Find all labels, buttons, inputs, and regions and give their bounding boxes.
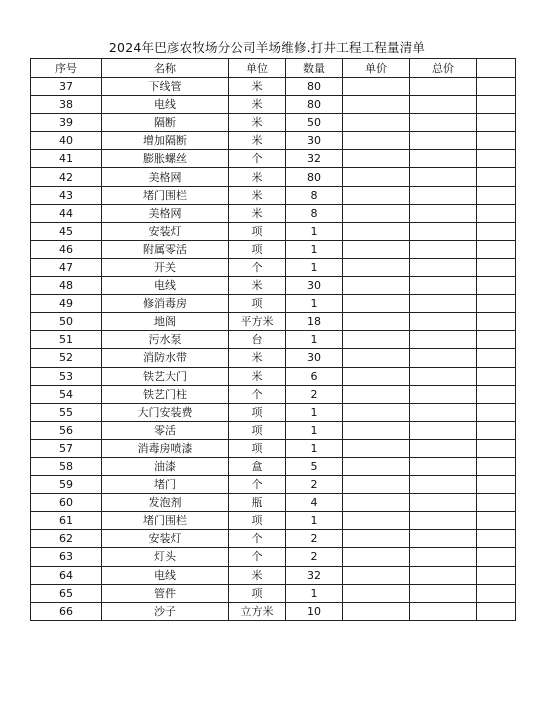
cell-no: 40 bbox=[31, 132, 102, 150]
table-row bbox=[31, 530, 516, 548]
table-row bbox=[31, 258, 516, 276]
table-row bbox=[31, 150, 516, 168]
cell-qty: 2 bbox=[286, 530, 343, 548]
cell-extra bbox=[477, 132, 516, 150]
cell-extra bbox=[477, 548, 516, 566]
cell-total bbox=[410, 548, 477, 566]
cell-extra bbox=[477, 584, 516, 602]
cell-qty: 80 bbox=[286, 96, 343, 114]
cell-no: 55 bbox=[31, 403, 102, 421]
cell-price bbox=[343, 403, 410, 421]
cell-name: 灯头 bbox=[102, 548, 229, 566]
cell-qty: 1 bbox=[286, 439, 343, 457]
cell-no: 64 bbox=[31, 566, 102, 584]
cell-total bbox=[410, 584, 477, 602]
cell-unit: 米 bbox=[229, 132, 286, 150]
cell-qty: 8 bbox=[286, 204, 343, 222]
header-price: 单价 bbox=[343, 59, 410, 78]
header-no: 序号 bbox=[31, 59, 102, 78]
cell-extra bbox=[477, 457, 516, 475]
table-row bbox=[31, 566, 516, 584]
cell-total bbox=[410, 331, 477, 349]
cell-name: 零活 bbox=[102, 421, 229, 439]
table-row bbox=[31, 204, 516, 222]
table-row bbox=[31, 132, 516, 150]
cell-unit: 个 bbox=[229, 150, 286, 168]
cell-total bbox=[410, 566, 477, 584]
cell-total bbox=[410, 602, 477, 620]
table-row bbox=[31, 168, 516, 186]
cell-extra bbox=[477, 186, 516, 204]
table-row bbox=[31, 186, 516, 204]
cell-total bbox=[410, 222, 477, 240]
cell-price bbox=[343, 367, 410, 385]
cell-name: 美格网 bbox=[102, 168, 229, 186]
cell-unit: 项 bbox=[229, 403, 286, 421]
table-row bbox=[31, 96, 516, 114]
cell-total bbox=[410, 367, 477, 385]
cell-unit: 米 bbox=[229, 204, 286, 222]
cell-total bbox=[410, 150, 477, 168]
cell-no: 66 bbox=[31, 602, 102, 620]
cell-qty: 1 bbox=[286, 584, 343, 602]
cell-extra bbox=[477, 168, 516, 186]
cell-total bbox=[410, 403, 477, 421]
cell-name: 堵门 bbox=[102, 476, 229, 494]
cell-unit: 个 bbox=[229, 258, 286, 276]
cell-no: 43 bbox=[31, 186, 102, 204]
cell-unit: 个 bbox=[229, 476, 286, 494]
cell-name: 堵门围栏 bbox=[102, 186, 229, 204]
cell-unit: 个 bbox=[229, 385, 286, 403]
cell-price bbox=[343, 204, 410, 222]
cell-name: 沙子 bbox=[102, 602, 229, 620]
cell-extra bbox=[477, 421, 516, 439]
cell-name: 发泡剂 bbox=[102, 494, 229, 512]
cell-name: 附属零活 bbox=[102, 240, 229, 258]
cell-qty: 10 bbox=[286, 602, 343, 620]
table-row bbox=[31, 584, 516, 602]
cell-extra bbox=[477, 258, 516, 276]
cell-unit: 个 bbox=[229, 548, 286, 566]
cell-extra bbox=[477, 204, 516, 222]
cell-name: 安装灯 bbox=[102, 222, 229, 240]
cell-total bbox=[410, 114, 477, 132]
cell-no: 57 bbox=[31, 439, 102, 457]
cell-name: 油漆 bbox=[102, 457, 229, 475]
cell-name: 隔断 bbox=[102, 114, 229, 132]
cell-total bbox=[410, 385, 477, 403]
cell-qty: 50 bbox=[286, 114, 343, 132]
cell-qty: 1 bbox=[286, 222, 343, 240]
table-row bbox=[31, 349, 516, 367]
cell-extra bbox=[477, 222, 516, 240]
cell-price bbox=[343, 313, 410, 331]
cell-unit: 平方米 bbox=[229, 313, 286, 331]
cell-total bbox=[410, 258, 477, 276]
cell-qty: 6 bbox=[286, 367, 343, 385]
cell-qty: 2 bbox=[286, 476, 343, 494]
cell-price bbox=[343, 96, 410, 114]
cell-total bbox=[410, 204, 477, 222]
table-row bbox=[31, 78, 516, 96]
cell-price bbox=[343, 421, 410, 439]
cell-total bbox=[410, 313, 477, 331]
table-row bbox=[31, 367, 516, 385]
cell-price bbox=[343, 530, 410, 548]
cell-unit: 瓶 bbox=[229, 494, 286, 512]
cell-price bbox=[343, 385, 410, 403]
cell-no: 60 bbox=[31, 494, 102, 512]
cell-unit: 盒 bbox=[229, 457, 286, 475]
cell-price bbox=[343, 512, 410, 530]
cell-price bbox=[343, 602, 410, 620]
cell-price bbox=[343, 258, 410, 276]
cell-total bbox=[410, 240, 477, 258]
cell-price bbox=[343, 349, 410, 367]
table-row bbox=[31, 385, 516, 403]
cell-no: 50 bbox=[31, 313, 102, 331]
cell-no: 48 bbox=[31, 277, 102, 295]
cell-qty: 30 bbox=[286, 132, 343, 150]
cell-no: 61 bbox=[31, 512, 102, 530]
cell-name: 下线管 bbox=[102, 78, 229, 96]
cell-qty: 1 bbox=[286, 512, 343, 530]
cell-total bbox=[410, 132, 477, 150]
cell-extra bbox=[477, 367, 516, 385]
cell-no: 53 bbox=[31, 367, 102, 385]
cell-extra bbox=[477, 313, 516, 331]
cell-unit: 米 bbox=[229, 168, 286, 186]
cell-unit: 米 bbox=[229, 114, 286, 132]
cell-extra bbox=[477, 277, 516, 295]
cell-no: 41 bbox=[31, 150, 102, 168]
cell-unit: 米 bbox=[229, 96, 286, 114]
cell-name: 铁艺门柱 bbox=[102, 385, 229, 403]
cell-total bbox=[410, 277, 477, 295]
table-row bbox=[31, 421, 516, 439]
cell-no: 37 bbox=[31, 78, 102, 96]
cell-extra bbox=[477, 78, 516, 96]
cell-qty: 1 bbox=[286, 403, 343, 421]
cell-qty: 1 bbox=[286, 331, 343, 349]
table-row bbox=[31, 277, 516, 295]
table-header-row bbox=[31, 59, 516, 78]
cell-unit: 项 bbox=[229, 584, 286, 602]
cell-unit: 个 bbox=[229, 530, 286, 548]
cell-extra bbox=[477, 96, 516, 114]
cell-price bbox=[343, 494, 410, 512]
cell-name: 美格网 bbox=[102, 204, 229, 222]
cell-name: 消毒房喷漆 bbox=[102, 439, 229, 457]
cell-unit: 米 bbox=[229, 277, 286, 295]
cell-qty: 2 bbox=[286, 385, 343, 403]
cell-price bbox=[343, 439, 410, 457]
cell-extra bbox=[477, 602, 516, 620]
cell-qty: 32 bbox=[286, 150, 343, 168]
table-row bbox=[31, 476, 516, 494]
cell-unit: 米 bbox=[229, 349, 286, 367]
cell-extra bbox=[477, 403, 516, 421]
quantity-bill-table bbox=[30, 58, 516, 621]
table-row bbox=[31, 439, 516, 457]
cell-name: 污水泵 bbox=[102, 331, 229, 349]
cell-extra bbox=[477, 566, 516, 584]
table-row bbox=[31, 494, 516, 512]
cell-no: 62 bbox=[31, 530, 102, 548]
cell-extra bbox=[477, 494, 516, 512]
cell-no: 59 bbox=[31, 476, 102, 494]
cell-no: 44 bbox=[31, 204, 102, 222]
cell-name: 电线 bbox=[102, 277, 229, 295]
cell-total bbox=[410, 494, 477, 512]
table-body bbox=[31, 78, 516, 621]
cell-name: 电线 bbox=[102, 566, 229, 584]
table-row bbox=[31, 602, 516, 620]
cell-price bbox=[343, 240, 410, 258]
cell-name: 增加隔断 bbox=[102, 132, 229, 150]
cell-name: 开关 bbox=[102, 258, 229, 276]
cell-extra bbox=[477, 295, 516, 313]
cell-qty: 1 bbox=[286, 240, 343, 258]
cell-name: 大门安装费 bbox=[102, 403, 229, 421]
cell-price bbox=[343, 548, 410, 566]
cell-extra bbox=[477, 476, 516, 494]
cell-price bbox=[343, 114, 410, 132]
cell-total bbox=[410, 96, 477, 114]
cell-no: 56 bbox=[31, 421, 102, 439]
cell-name: 膨胀螺丝 bbox=[102, 150, 229, 168]
cell-qty: 80 bbox=[286, 168, 343, 186]
cell-unit: 项 bbox=[229, 295, 286, 313]
cell-total bbox=[410, 439, 477, 457]
cell-price bbox=[343, 168, 410, 186]
header-extra bbox=[477, 59, 516, 78]
table-row bbox=[31, 512, 516, 530]
header-name: 名称 bbox=[102, 59, 229, 78]
cell-price bbox=[343, 78, 410, 96]
cell-price bbox=[343, 457, 410, 475]
header-total: 总价 bbox=[410, 59, 477, 78]
cell-price bbox=[343, 222, 410, 240]
header-unit: 单位 bbox=[229, 59, 286, 78]
cell-unit: 米 bbox=[229, 566, 286, 584]
header-qty: 数量 bbox=[286, 59, 343, 78]
document-title: 2024年巴彦农牧场分公司羊场维修.打井工程工程量清单 bbox=[108, 40, 426, 55]
cell-extra bbox=[477, 331, 516, 349]
cell-price bbox=[343, 476, 410, 494]
cell-qty: 5 bbox=[286, 457, 343, 475]
cell-qty: 80 bbox=[286, 78, 343, 96]
cell-name: 管件 bbox=[102, 584, 229, 602]
cell-no: 63 bbox=[31, 548, 102, 566]
cell-unit: 米 bbox=[229, 186, 286, 204]
cell-extra bbox=[477, 439, 516, 457]
cell-no: 42 bbox=[31, 168, 102, 186]
cell-name: 堵门围栏 bbox=[102, 512, 229, 530]
table-row bbox=[31, 457, 516, 475]
cell-extra bbox=[477, 240, 516, 258]
cell-name: 地阁 bbox=[102, 313, 229, 331]
cell-total bbox=[410, 349, 477, 367]
cell-no: 65 bbox=[31, 584, 102, 602]
cell-unit: 项 bbox=[229, 240, 286, 258]
cell-unit: 台 bbox=[229, 331, 286, 349]
cell-unit: 米 bbox=[229, 367, 286, 385]
cell-name: 安装灯 bbox=[102, 530, 229, 548]
cell-unit: 立方米 bbox=[229, 602, 286, 620]
cell-qty: 30 bbox=[286, 277, 343, 295]
table-row bbox=[31, 403, 516, 421]
cell-extra bbox=[477, 385, 516, 403]
cell-total bbox=[410, 457, 477, 475]
cell-price bbox=[343, 150, 410, 168]
cell-name: 修消毒房 bbox=[102, 295, 229, 313]
cell-unit: 项 bbox=[229, 512, 286, 530]
cell-total bbox=[410, 512, 477, 530]
cell-no: 39 bbox=[31, 114, 102, 132]
cell-unit: 项 bbox=[229, 421, 286, 439]
cell-name: 电线 bbox=[102, 96, 229, 114]
cell-no: 45 bbox=[31, 222, 102, 240]
cell-extra bbox=[477, 530, 516, 548]
cell-qty: 32 bbox=[286, 566, 343, 584]
cell-no: 47 bbox=[31, 258, 102, 276]
cell-price bbox=[343, 566, 410, 584]
cell-extra bbox=[477, 114, 516, 132]
table-row bbox=[31, 548, 516, 566]
cell-price bbox=[343, 584, 410, 602]
cell-total bbox=[410, 295, 477, 313]
cell-no: 46 bbox=[31, 240, 102, 258]
cell-total bbox=[410, 186, 477, 204]
cell-total bbox=[410, 530, 477, 548]
cell-name: 消防水带 bbox=[102, 349, 229, 367]
cell-price bbox=[343, 331, 410, 349]
cell-qty: 18 bbox=[286, 313, 343, 331]
cell-price bbox=[343, 277, 410, 295]
cell-no: 51 bbox=[31, 331, 102, 349]
cell-price bbox=[343, 295, 410, 313]
cell-total bbox=[410, 78, 477, 96]
table-row bbox=[31, 222, 516, 240]
cell-total bbox=[410, 476, 477, 494]
cell-no: 52 bbox=[31, 349, 102, 367]
cell-qty: 8 bbox=[286, 186, 343, 204]
cell-no: 38 bbox=[31, 96, 102, 114]
table-row bbox=[31, 240, 516, 258]
cell-unit: 项 bbox=[229, 222, 286, 240]
cell-total bbox=[410, 168, 477, 186]
cell-qty: 1 bbox=[286, 421, 343, 439]
cell-no: 54 bbox=[31, 385, 102, 403]
cell-no: 49 bbox=[31, 295, 102, 313]
cell-no: 58 bbox=[31, 457, 102, 475]
cell-extra bbox=[477, 512, 516, 530]
cell-price bbox=[343, 186, 410, 204]
cell-unit: 米 bbox=[229, 78, 286, 96]
cell-qty: 2 bbox=[286, 548, 343, 566]
table-row bbox=[31, 114, 516, 132]
cell-qty: 4 bbox=[286, 494, 343, 512]
table-row bbox=[31, 331, 516, 349]
cell-qty: 30 bbox=[286, 349, 343, 367]
cell-total bbox=[410, 421, 477, 439]
cell-price bbox=[343, 132, 410, 150]
table-row bbox=[31, 295, 516, 313]
cell-unit: 项 bbox=[229, 439, 286, 457]
cell-name: 铁艺大门 bbox=[102, 367, 229, 385]
cell-extra bbox=[477, 150, 516, 168]
cell-qty: 1 bbox=[286, 258, 343, 276]
table-row bbox=[31, 313, 516, 331]
cell-extra bbox=[477, 349, 516, 367]
cell-qty: 1 bbox=[286, 295, 343, 313]
